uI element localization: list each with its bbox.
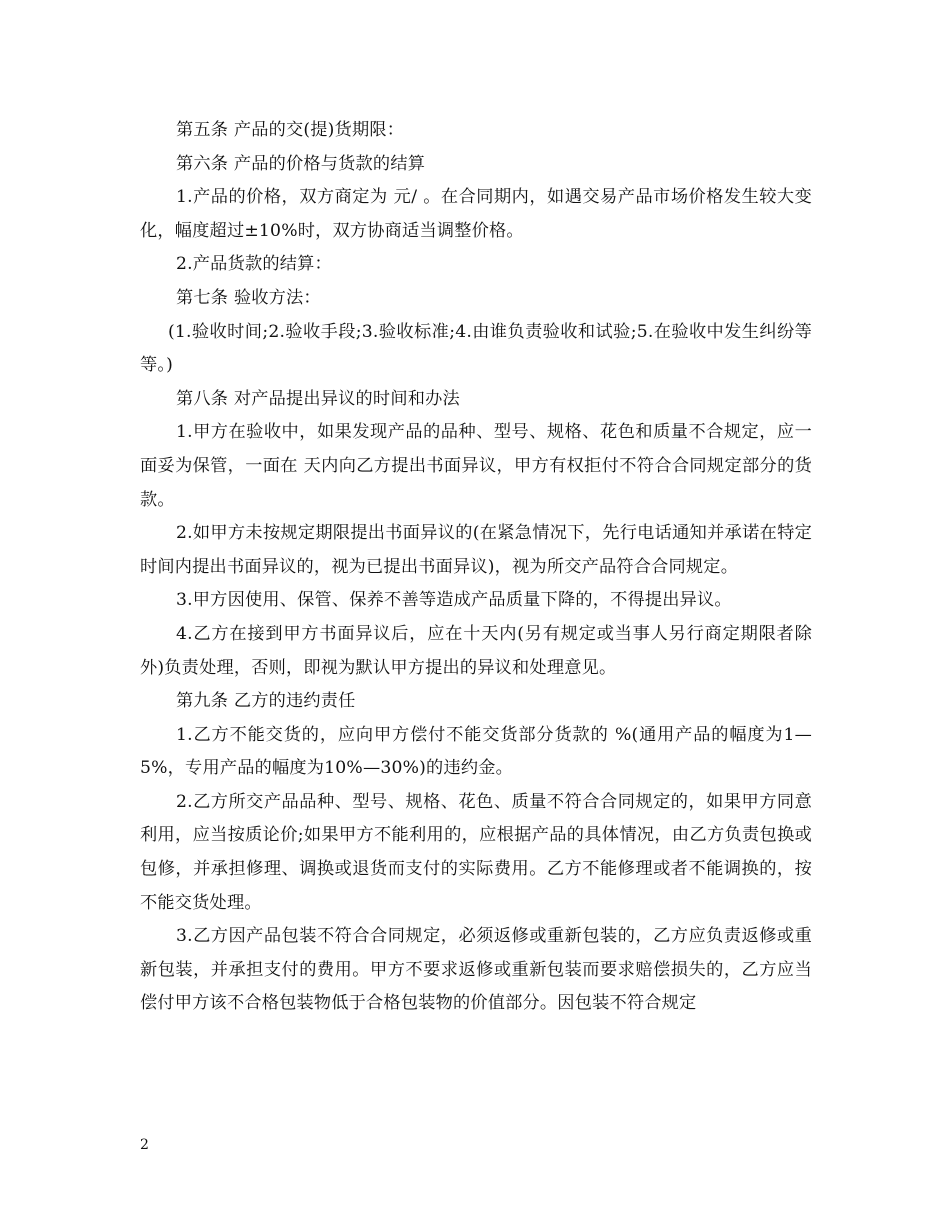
- article-8-heading: 第八条 对产品提出异议的时间和办法: [176, 388, 460, 409]
- article-8-clause-4: 4.乙方在接到甲方书面异议后，应在十天内(另有规定或当事人另行商定期限者除外)负责处理，否则，即视为默认甲方提出的异议和处理意见。: [140, 623, 812, 678]
- document-body: [140, 114, 812, 1021]
- article-8-clause-2: 2.如甲方未按规定期限提出书面异议的(在紧急情况下，先行电话通知并承诺在特定时间内提出书面异议的，视为已提出书面异议)，视为所交产品符合合同规定。: [140, 523, 812, 577]
- article-7-heading: 第七条 验收方法：: [176, 287, 321, 308]
- article-9-clause-2: 2.乙方所交产品品种、型号、规格、花色、质量不符合合同规定的，如果甲方同意利用，应当按质论价;如果甲方不能利用的，应根据产品的具体情况，由乙方负责包换或包修，并承担修理、调换或退货而支付的实际费用。乙方不能修理或者不能调换的，按不能交货处理。: [140, 791, 812, 913]
- article-7-note: (1.验收时间;2.验收手段;3.验收标准;4.由谁负责验收和试验;5.在验收中发生纠纷等等。): [140, 321, 812, 376]
- article-9-clause-3: 3.乙方因产品包装不符合合同规定，必须返修或重新包装的，乙方应负责返修或重新包装，并承担支付的费用。甲方不要求返修或重新包装而要求赔偿损失的，乙方应当偿付甲方该不合格包装物低于合格包装物的价值部分。因包装不符合规定: [140, 926, 812, 1014]
- article-6-clause-1: 1.产品的价格，双方商定为 元/ 。在合同期内，如遇交易产品市场价格发生较大变化，幅度超过±10%时，双方协商适当调整价格。: [140, 187, 812, 241]
- article-6-heading: 第六条 产品的价格与货款的结算: [176, 153, 426, 174]
- article-9-heading: 第九条 乙方的违约责任: [176, 691, 356, 712]
- article-9-clause-1: 1.乙方不能交货的，应向甲方偿付不能交货部分货款的 %(通用产品的幅度为1—5%，专用产品的幅度为10%—30%)的违约金。: [140, 724, 812, 779]
- article-8-clause-3: 3.甲方因使用、保管、保养不善等造成产品质量下降的，不得提出异议。: [176, 590, 732, 611]
- article-8-clause-1: 1.甲方在验收中，如果发现产品的品种、型号、规格、花色和质量不合规定，应一面妥为保管，一面在 天内向乙方提出书面异议，甲方有权拒付不符合合同规定部分的货款。: [140, 422, 812, 510]
- article-6-clause-2: 2.产品货款的结算：: [176, 254, 332, 275]
- article-5-heading: 第五条 产品的交(提)货期限：: [176, 120, 405, 140]
- page-number: 2: [140, 1137, 149, 1153]
